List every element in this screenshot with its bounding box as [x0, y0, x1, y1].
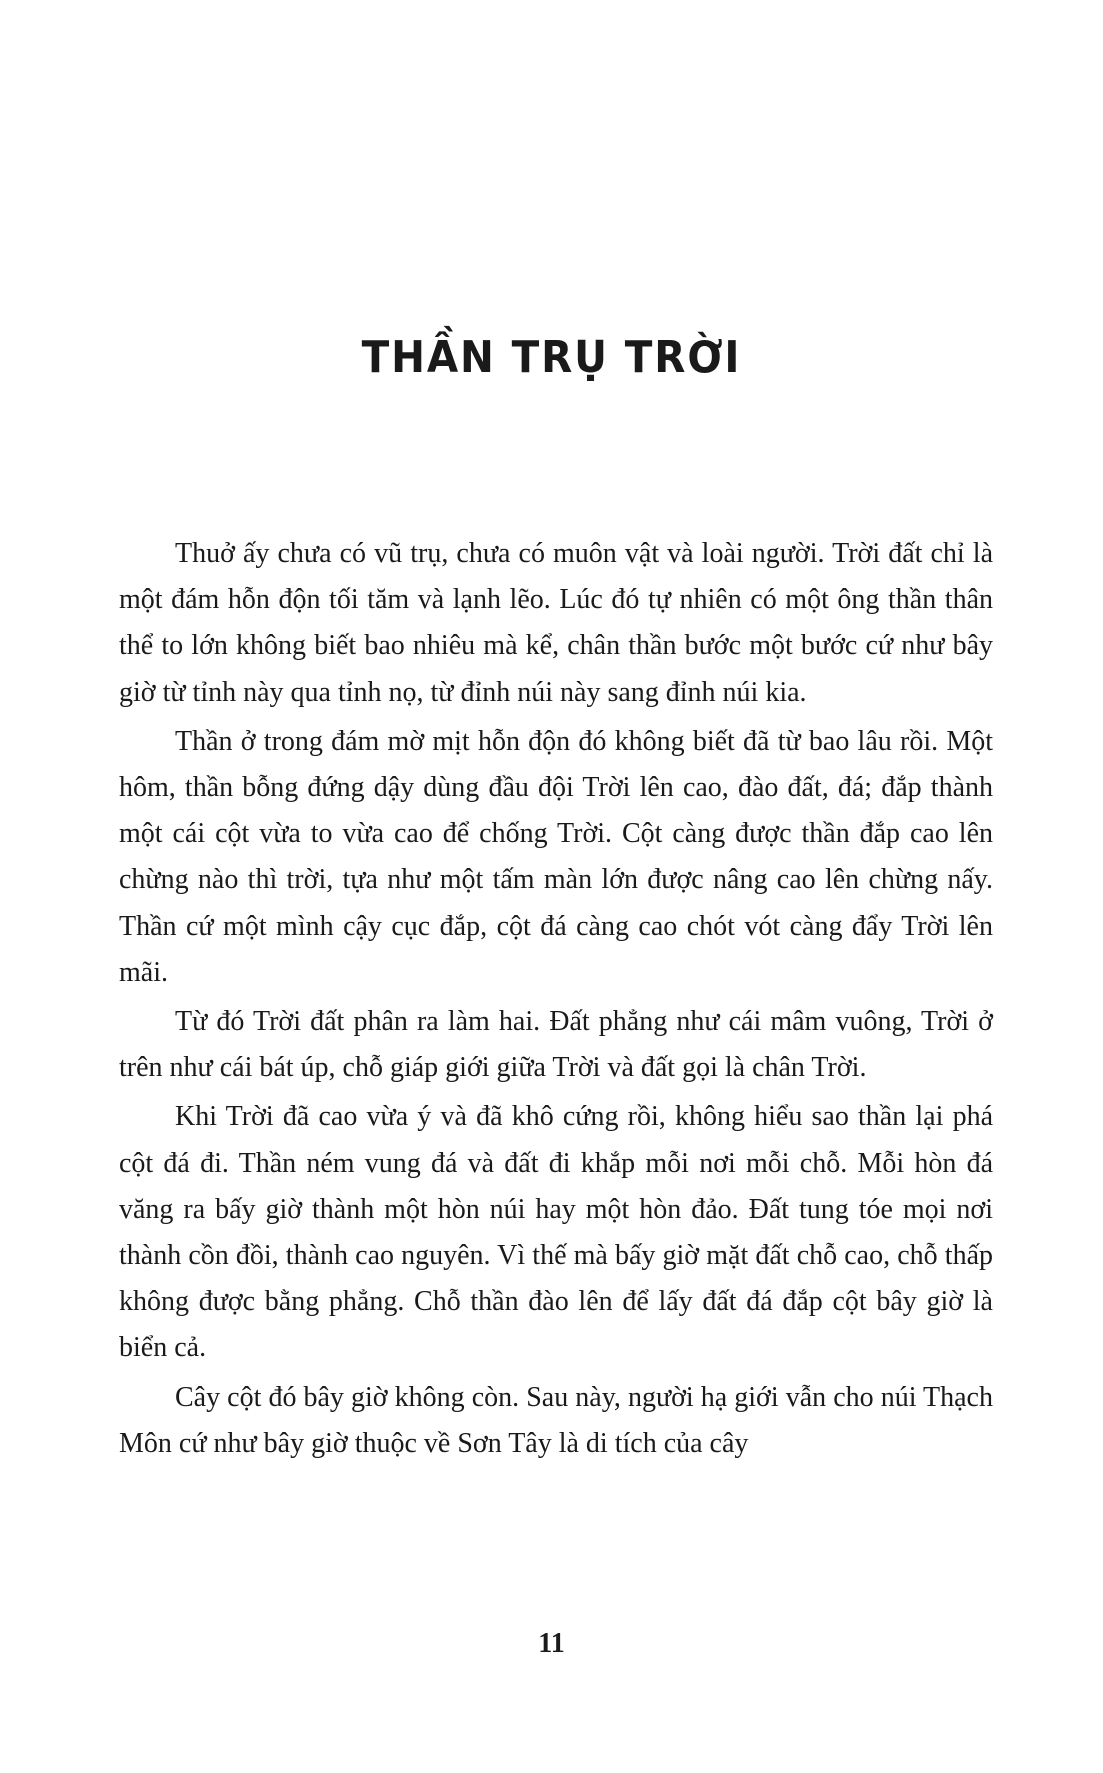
paragraph-5: Cây cột đó bây giờ không còn. Sau này, người hạ giới vẫn cho núi Thạch Môn cứ như bây giờ thuộc về Sơn Tây là di tích của cây: [119, 1381, 993, 1459]
chapter-title: THẦN TRỤ TRỜI: [361, 332, 742, 383]
page-number: 11: [538, 1628, 565, 1659]
paragraph-3: Từ đó Trời đất phân ra làm hai. Đất phẳng như cái mâm vuông, Trời ở trên như cái bát úp, chỗ giáp giới giữa Trời và đất gọi là chân Trời.: [119, 1006, 993, 1084]
paragraph-1: Thuở ấy chưa có vũ trụ, chưa có muôn vật và loài người. Trời đất chỉ là một đám hỗn độn tối tăm và lạnh lẽo. Lúc đó tự nhiên có một ông thần thân thể to lớn không biết bao nhiêu mà kể, chân thần bước một bước cứ như bây giờ từ tỉnh này qua tỉnh nọ, từ đỉnh núi này sang đỉnh núi kia.: [119, 538, 993, 708]
body-text: [119, 531, 993, 1470]
paragraph-2: Thần ở trong đám mờ mịt hỗn độn đó không biết đã từ bao lâu rồi. Một hôm, thần bỗng đứng dậy dùng đầu đội Trời lên cao, đào đất, đá; đắp thành một cái cột vừa to vừa cao để chống Trời. Cột càng được thần đắp cao lên chừng nào thì trời, tựa như một tấm màn lớn được nâng cao lên chừng nấy. Thần cứ một mình cậy cục đắp, cột đá càng cao chót vót càng đẩy Trời lên mãi.: [119, 725, 993, 988]
paragraph-4: Khi Trời đã cao vừa ý và đã khô cứng rồi, không hiểu sao thần lại phá cột đá đi. Thần ném vung đá và đất đi khắp mỗi nơi mỗi chỗ. Mỗi hòn đá văng ra bấy giờ thành một hòn núi hay một hòn đảo. Đất tung tóe mọi nơi thành cồn đồi, thành cao nguyên. Vì thế mà bấy giờ mặt đất chỗ cao, chỗ thấp không được bằng phẳng. Chỗ thần đào lên để lấy đất đá đắp cột bây giờ là biển cả.: [119, 1101, 993, 1364]
